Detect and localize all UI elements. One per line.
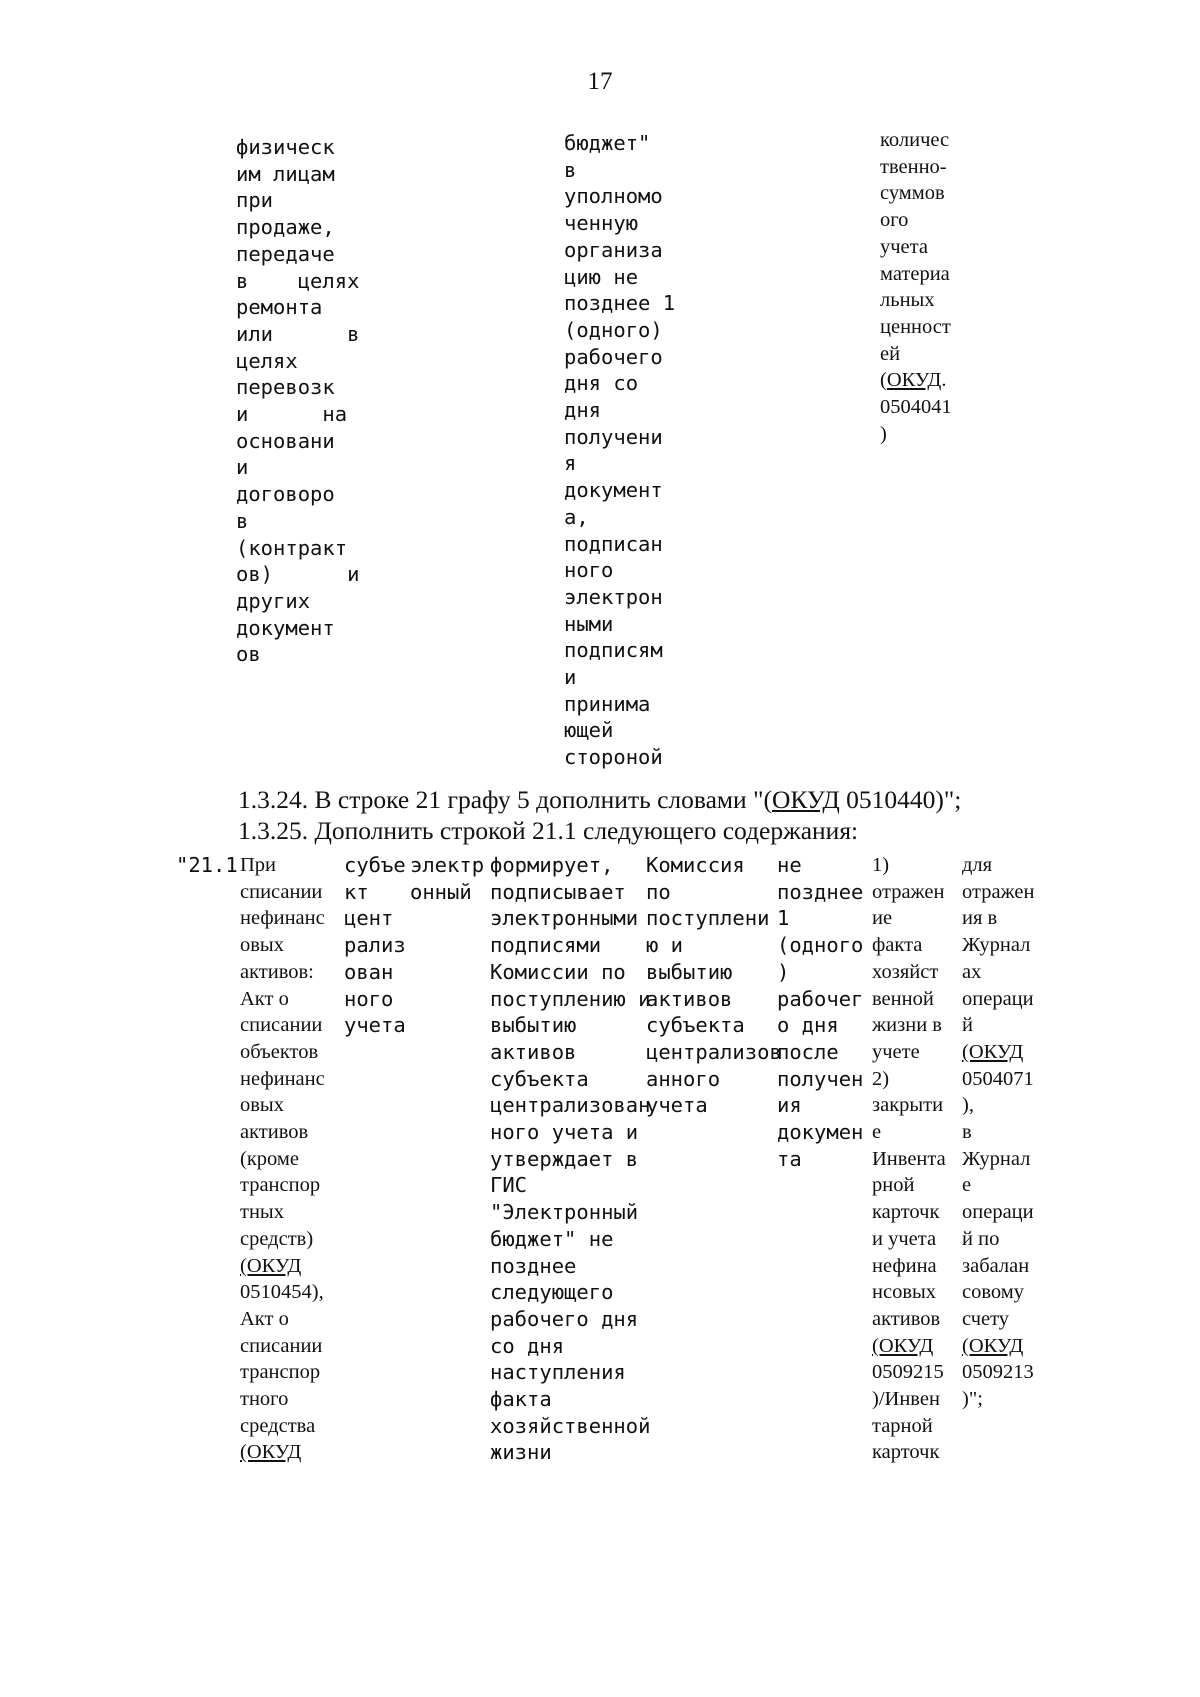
table1-col-a: физическ им лицам при продаже, передаче в целях ремонта или в целях перевозк и на основани и договоро в (контракт ов) и других документ ов	[236, 135, 360, 667]
table1-col-c-line: ого	[880, 209, 909, 232]
table1-col-c-line: суммов	[880, 182, 945, 205]
table2-col-8: для отражен ия в Журнал ах операци й (ОКУД 0504071 ), в Журнал е операци й по забалан совому счету (ОКУД 0509213 )";	[962, 854, 1035, 1411]
okud-link: ОКУД	[886, 369, 942, 392]
okud-link: (ОКУД	[240, 1254, 302, 1277]
okud-link: (ОКУД	[962, 1334, 1024, 1357]
table1-col-c-number: 0504041	[880, 396, 952, 419]
table2-col-5: Комиссия по поступлени ю и выбытию активов субъекта централизов анного учета	[646, 853, 782, 1118]
page-number: 17	[587, 68, 613, 95]
table1-col-c-code: (ОКУД.	[880, 369, 947, 392]
table1-col-c-line: льных	[880, 289, 935, 312]
table2-col-6: не позднее 1 (одного ) рабочег о дня после получен ия докумен та	[777, 853, 864, 1171]
row-number: "21.1	[176, 853, 238, 877]
paragraph-1-3-25: 1.3.25. Дополнить строкой 21.1 следующего содержания:	[238, 816, 859, 845]
table2-col-7: 1) отражен ие факта хозяйст венной жизни в учете 2) закрыти е Инвента рной карточк и учета нефина нсовых активов (ОКУД 0509215 )/Инвен тарной карточк	[872, 854, 946, 1464]
okud-link: (ОКУД	[872, 1334, 934, 1357]
table2-col-1: При списании нефинанс овых активов: Акт о списании объектов нефинанс овых активов (кроме транспор тных средств) (ОКУД 0510454), Акт о списании транспор тного средства (ОКУД	[240, 854, 325, 1464]
table1-col-c-line: ценност	[880, 315, 951, 338]
table2-col-4: формирует, подписывает электронными подписями Комиссии по поступлению и выбытию активов субъекта централизован ного учета и утверждает в ГИС "Электронный бюджет" не позднее следующего рабочего дня со дня наступления факта хозяйственной жизни	[490, 853, 651, 1465]
okud-link: (ОКУД	[962, 1040, 1024, 1063]
table1-col-c	[880, 127, 952, 447]
table1-col-c-line: учета	[880, 235, 928, 258]
okud-link: ОКУД	[771, 785, 840, 814]
paragraph-1-3-24: 1.3.24. В строке 21 графу 5 дополнить словами "(ОКУД 0510440)";	[238, 785, 962, 814]
table1-col-c-close: )	[880, 422, 887, 445]
okud-link: (ОКУД	[240, 1441, 302, 1464]
table1-col-c-line: твенно-	[880, 155, 947, 178]
table1-col-b: бюджет" в уполномо ченную организа цию не позднее 1 (одного) рабочего дня со дня получени я документ а, подписан ного электрон ными подписям и принима ющей стороной	[564, 131, 676, 770]
table1-col-c-line: материа	[880, 262, 950, 285]
table2-col-2: субъе кт цент рализ ован ного учета	[344, 853, 406, 1038]
table1-col-c-line: количес	[880, 129, 950, 151]
table2-col-3: электр онный	[410, 853, 485, 904]
table1-col-c-line: ей	[880, 342, 901, 365]
